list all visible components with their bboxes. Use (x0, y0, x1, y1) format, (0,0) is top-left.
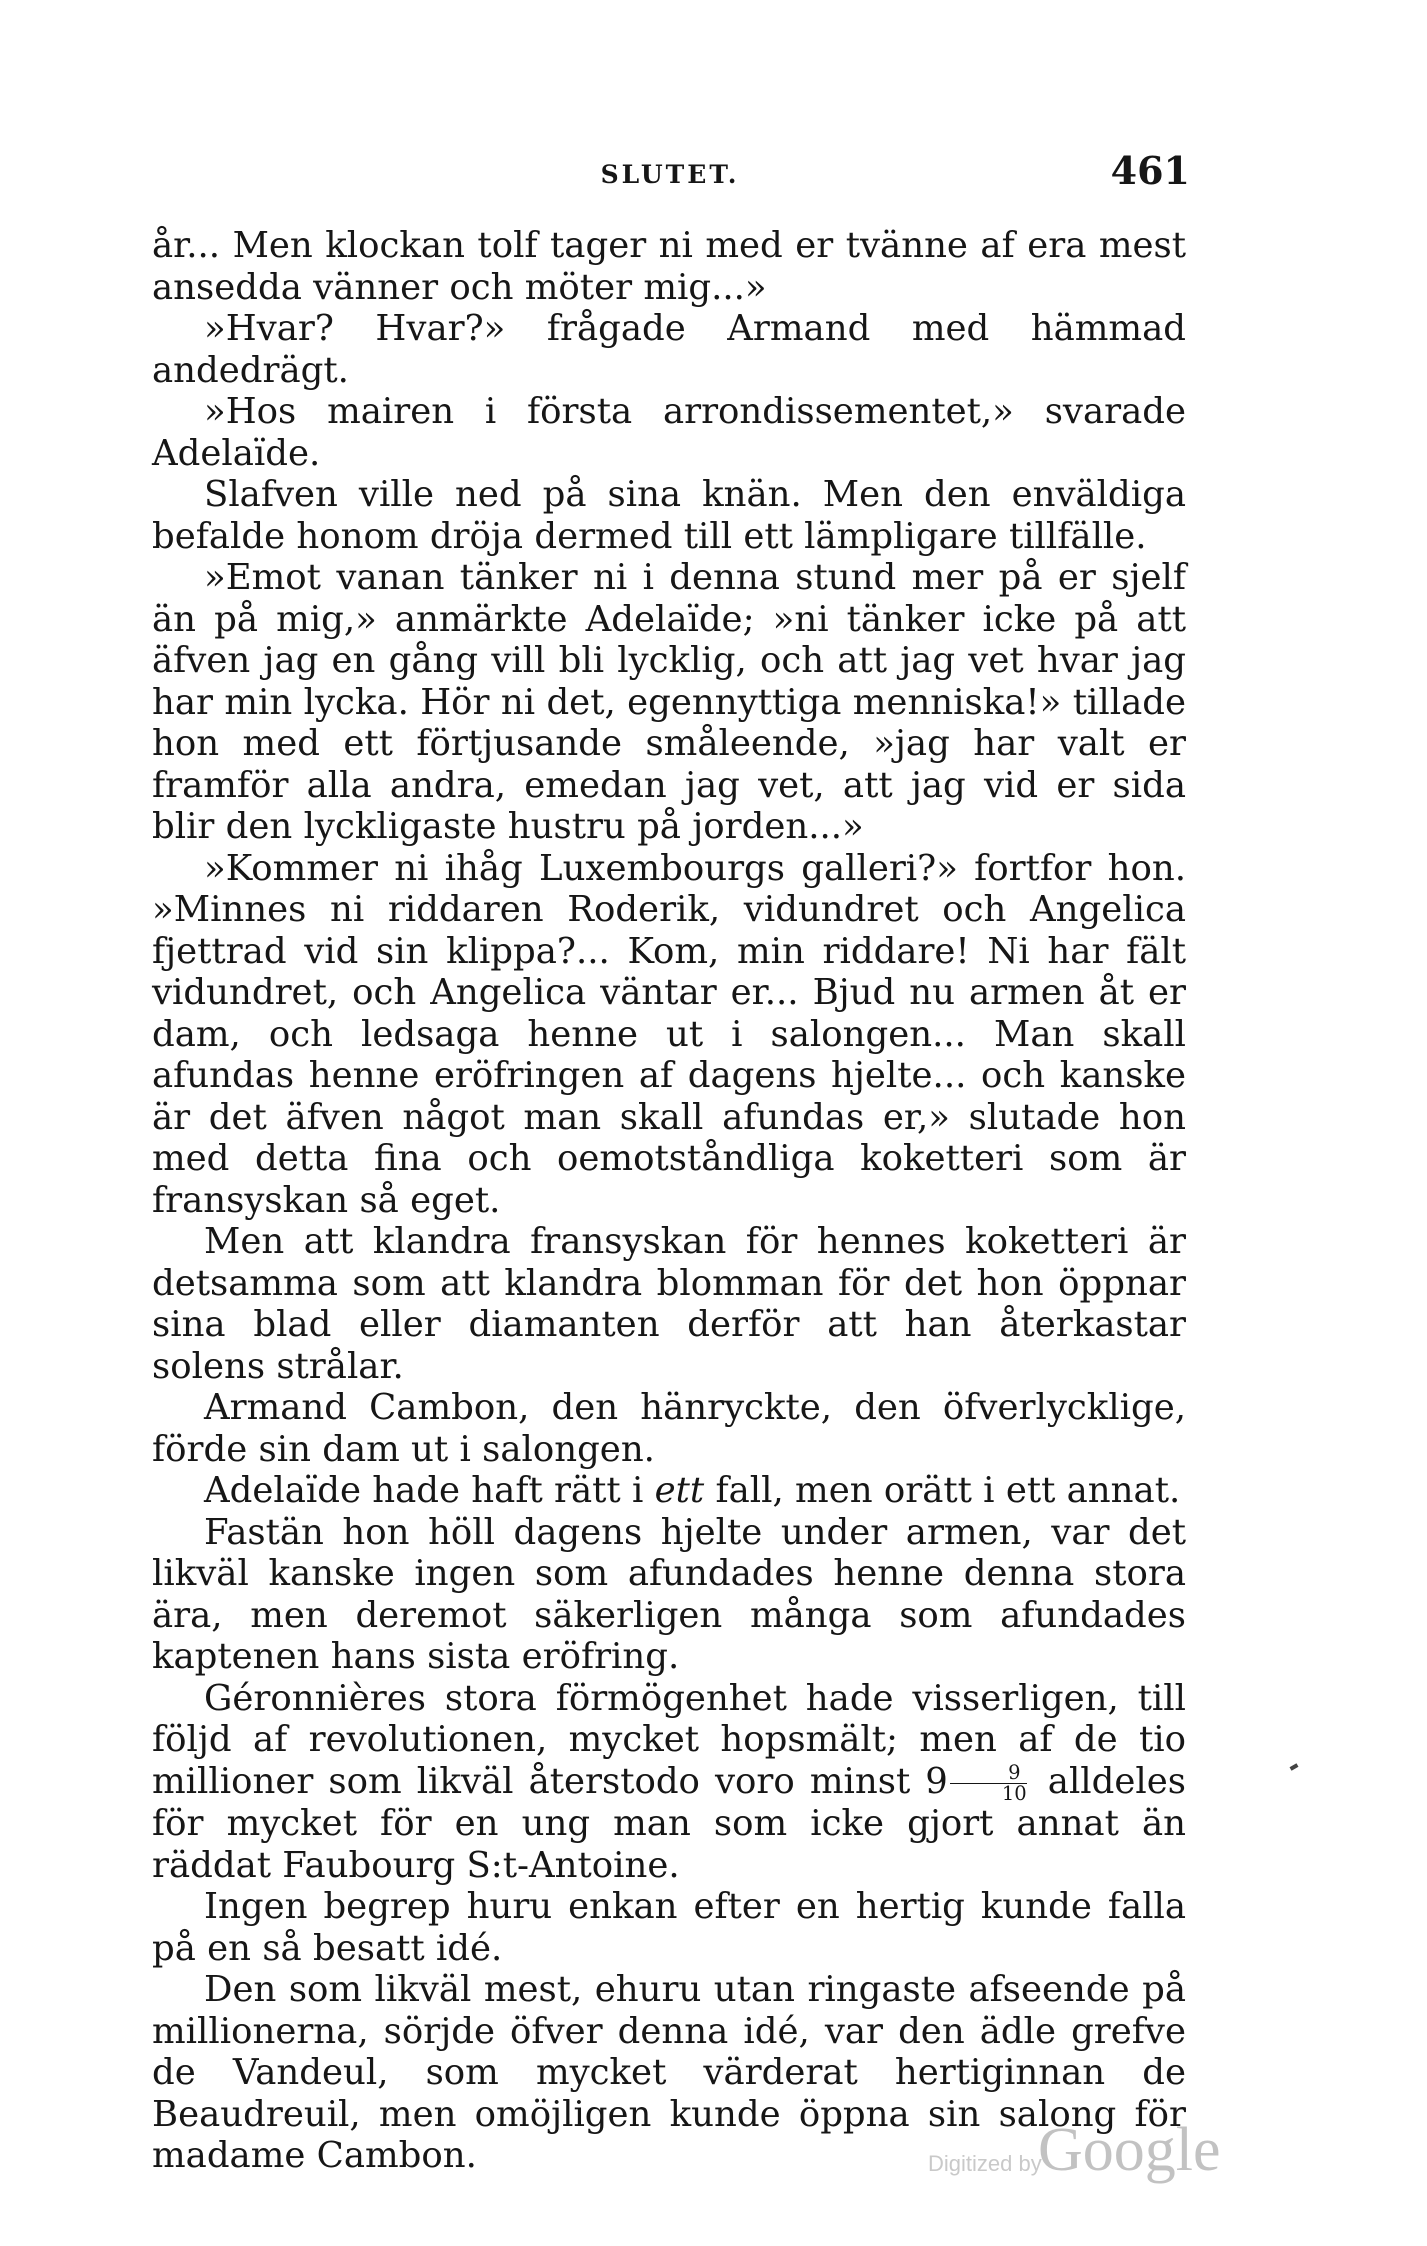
google-logo: Google (1038, 2116, 1221, 2184)
paragraph-11-after: alldeles för mycket för en ung man som icke gjort annat än räddat Faubourg S:t-Antoine. (152, 1760, 1186, 1886)
paragraph-4: Slafven ville ned på sina knän. Men den enväldiga befalde honom dröja dermed till ett lämpligare tillfälle. (152, 474, 1186, 557)
running-title: SLUTET. (600, 160, 740, 189)
paragraph-3: »Hos mairen i första arrondissementet,» svarade Adelaïde. (152, 391, 1186, 474)
paragraph-5: »Emot vanan tänker ni i denna stund mer på er sjelf än på mig,» anmärkte Adelaïde; »ni tänker icke på att äfven jag en gång vill bli lycklig, och att jag vet hvar jag har min lycka. Hör ni det, egennyttiga menniska!» tillade hon med ett förtjusande småleende, »jag har valt er framför alla andra, emedan jag vet, att jag vid er sida blir den lyckligaste hustru på jorden...» (152, 557, 1186, 847)
fraction-numerator: 9 (950, 1763, 1027, 1784)
running-head (150, 148, 1190, 198)
paragraph-10: Fastän hon höll dagens hjelte under armen, var det likväl kanske ingen som afundades henne denna stora ära, men deremot säkerligen många som afundades kaptenen hans sista eröfring. (152, 1511, 1186, 1677)
paragraph-9 (152, 1470, 1186, 1512)
paragraph-13: Den som likväl mest, ehuru utan ringaste afseende på millionerna, sörjde öfver denna idé, var den ädle grefve de Vandeul, som mycket värderat hertiginnan de Beaudreuil, men omöjligen kunde öppna sin salong för madame Cambon. (152, 1969, 1186, 2177)
paragraph-9-before: Adelaïde hade haft rätt i (204, 1470, 655, 1511)
digitized-watermark (928, 2115, 1248, 2195)
page-number: 461 (1110, 148, 1190, 193)
fraction-denominator: 10 (1001, 1781, 1027, 1805)
paragraph-2: »Hvar? Hvar?» frågade Armand med hämmad andedrägt. (152, 308, 1186, 391)
paragraph-7: Men att klandra fransyskan för hennes koketteri är detsamma som att klandra blomman för det hon öppnar sina blad eller diamanten derför att han återkastar solens strålar. (152, 1221, 1186, 1387)
paragraph-1: år... Men klockan tolf tager ni med er tvänne af era mest ansedda vänner och möter mig...» (152, 225, 1186, 308)
fraction (950, 1760, 1027, 1805)
paragraph-11 (152, 1678, 1186, 1887)
stray-ink-mark (1290, 1763, 1299, 1770)
paragraph-8: Armand Cambon, den hänryckte, den öfverlycklige, förde sin dam ut i salongen. (152, 1387, 1186, 1470)
paragraph-11-before: Géronnières stora förmögenhet hade visserligen, till följd af revolutionen, mycket hopsmält; men af de tio millioner som likväl återstodo voro minst 9 (152, 1677, 1186, 1802)
paragraph-9-italic: ett (654, 1470, 705, 1511)
paragraph-12: Ingen begrep huru enkan efter en hertig kunde falla på en så besatt idé. (152, 1886, 1186, 1969)
paragraph-9-after: fall, men orätt i ett annat. (704, 1470, 1181, 1511)
watermark-small-text: Digitized by (928, 2151, 1042, 2176)
paragraph-6: »Kommer ni ihåg Luxembourgs galleri?» fortfor hon. »Minnes ni riddaren Roderik, vidundret och Angelica fjettrad vid sin klippa?... Kom, min riddare! Ni har fält vidundret, och Angelica väntar er... Bjud nu armen åt er dam, och ledsaga henne ut i salongen... Man skall afundas henne eröfringen af dagens hjelte... och kanske är det äfven något man skall afundas er,» slutade hon med detta fina och oemotståndliga koketteri som är fransyskan så eget. (152, 847, 1186, 1221)
body-text (152, 225, 1186, 2177)
